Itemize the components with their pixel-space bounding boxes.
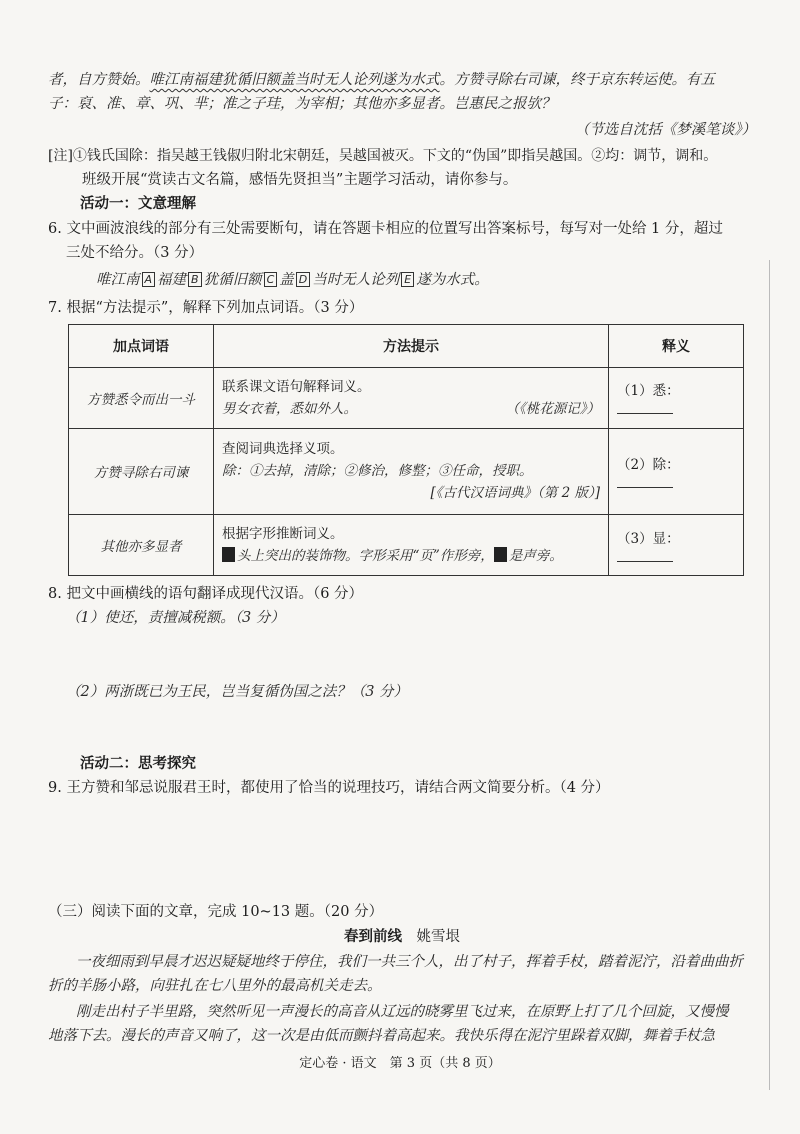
table-row <box>69 368 744 429</box>
break-mark-e: E <box>401 272 414 287</box>
passage-line-1 <box>48 70 756 90</box>
sentence-segment: 遂为水式。 <box>416 272 489 288</box>
question-9: 9. 王方赞和邹忌说服君王时，都使用了恰当的说理技巧，请结合两文简要分析。（4 分） <box>48 780 610 796</box>
article-heading <box>48 927 756 947</box>
dotted-word: 方赞寻除右司谏 <box>93 465 189 482</box>
article-paragraph-2-line-2: 地落下去。漫长的声音又响了，这一次是由低而颤抖着高起来。我快乐得在泥泞里跺着双脚，舞着手杖急 <box>48 1028 715 1044</box>
hint-source: （《桃花源记》） <box>505 400 600 417</box>
sentence-segment: 唯江南 <box>96 272 140 288</box>
ancient-character-icon <box>222 547 235 562</box>
hint-cell <box>214 368 609 429</box>
break-mark-d: D <box>296 272 310 287</box>
dotted-word: 方赞悉令而出一斗 <box>87 391 195 408</box>
break-mark-c: C <box>264 272 278 287</box>
wavy-underlined-sentence: 唯江南福建犹循旧额盖当时无人论列遂为水式 <box>149 72 440 88</box>
sentence-segment: 盖 <box>279 272 294 288</box>
break-mark-b: B <box>188 272 202 287</box>
passage-text: 者，自方赞始。 <box>48 72 150 88</box>
table-row <box>69 515 744 576</box>
question-8-sub-2: （2）两浙既已为王民，岂当复循伪国之法？（3 分） <box>66 684 409 700</box>
dotted-word-cell <box>69 368 214 429</box>
table-row <box>69 428 744 514</box>
answer-blank[interactable] <box>617 547 673 562</box>
article-paragraph-2-line-1: 刚走出村子半里路，突然听见一声漫长的高音从辽远的晓雾里飞过来，在原野上打了几个回旋，又慢慢 <box>76 1004 729 1020</box>
sentence-segment: 福建 <box>157 272 187 288</box>
activity-2-title: 活动二：思考探究 <box>80 756 196 772</box>
question-8-sub-1: （1）使还，责擅减税额。（3 分） <box>66 610 285 626</box>
hint-cell <box>214 428 609 514</box>
passage-text: 。方赞寻除右司谏，终于京东转运使。有五 <box>439 72 715 88</box>
section-3-intro: （三）阅读下面的文章，完成 10~13 题。（20 分） <box>48 904 384 920</box>
article-author: 姚雪垠 <box>416 929 460 945</box>
article-title: 春到前线 <box>344 929 402 945</box>
question-8-title: 8. 把文中画横线的语句翻译成现代汉语。（6 分） <box>48 586 364 602</box>
sentence-segment: 当时无人论列 <box>312 272 400 288</box>
hint-text: 根据字形推断词义。 <box>222 526 344 543</box>
hint-example: 除：①去掉，清除；②修治，修整；③任命，授职。 <box>222 463 533 480</box>
sentence-segment: 犹循旧额 <box>203 272 262 288</box>
question-6-line-2: 三处不给分。（3 分） <box>66 245 204 261</box>
dotted-word-cell <box>69 428 214 514</box>
annotation-note: [注]①钱氏国除：指吴越王钱俶归附北宋朝廷，吴越国被灭。下文的“伪国”即指吴越国。②均：调节，调和。 <box>48 148 718 164</box>
answer-cell <box>609 515 744 576</box>
hint-example <box>222 545 600 567</box>
answer-blank[interactable] <box>617 399 673 414</box>
question-6-line-1: 6. 文中画波浪线的部分有三处需要断句，请在答题卡相应的位置写出答案标号，每写对一处给 1 分，超过 <box>48 221 723 237</box>
table-header: 释义 <box>609 325 744 368</box>
table-header-row <box>69 325 744 368</box>
question-6-sentence <box>96 270 756 290</box>
activity-intro: 班级开展“赏读古文名篇，感悟先贤担当”主题学习活动，请你参与。 <box>82 172 518 188</box>
hint-cell <box>214 515 609 576</box>
method-table <box>68 324 744 576</box>
passage-line-2: 子：裒、准、章、巩、芈；准之子珪，为宰相；其他亦多显者。岂惠民之报欤？ <box>48 96 556 112</box>
answer-label: （3）显： <box>617 530 680 547</box>
table-header: 加点词语 <box>69 325 214 368</box>
article-paragraph-1-line-1: 一夜细雨到早晨才迟迟疑疑地终于停住，我们一共三个人，出了村子，挥着手杖，踏着泥泞，沿着曲曲折 <box>76 954 743 970</box>
article-paragraph-1-line-2: 折的羊肠小路，向驻扎在七八里外的最高机关走去。 <box>48 978 382 994</box>
hint-example-text: 男女衣着，悉如外人。 <box>222 400 357 417</box>
break-mark-a: A <box>142 272 156 287</box>
answer-cell <box>609 428 744 514</box>
answer-blank[interactable] <box>617 473 673 488</box>
page-footer: 定心卷 · 语文 第 3 页（共 8 页） <box>299 1056 501 1071</box>
answer-label: （2）除： <box>617 456 680 473</box>
page-edge-divider <box>769 260 770 1090</box>
answer-cell <box>609 368 744 429</box>
passage-source: （节选自沈括《梦溪笔谈》） <box>574 122 756 138</box>
question-7-title: 7. 根据“方法提示”，解释下列加点词语。（3 分） <box>48 300 364 316</box>
hint-text: 联系课文语句解释词义。 <box>222 378 371 395</box>
table-header: 方法提示 <box>214 325 609 368</box>
hint-source: [《古代汉语词典》（第 2 版）] <box>430 485 600 502</box>
hint-example-text: 头上突出的装饰物。字形采用“页”作形旁， <box>237 548 494 565</box>
activity-1-title: 活动一：文意理解 <box>80 196 196 212</box>
hint-text: 查阅词典选择义项。 <box>222 441 344 458</box>
ancient-character-icon <box>494 547 507 562</box>
answer-label: （1）悉： <box>617 383 680 400</box>
dotted-word: 其他亦多显者 <box>100 539 182 556</box>
hint-example <box>222 398 600 420</box>
dotted-word-cell <box>69 515 214 576</box>
hint-example-text: 是声旁。 <box>508 548 563 565</box>
